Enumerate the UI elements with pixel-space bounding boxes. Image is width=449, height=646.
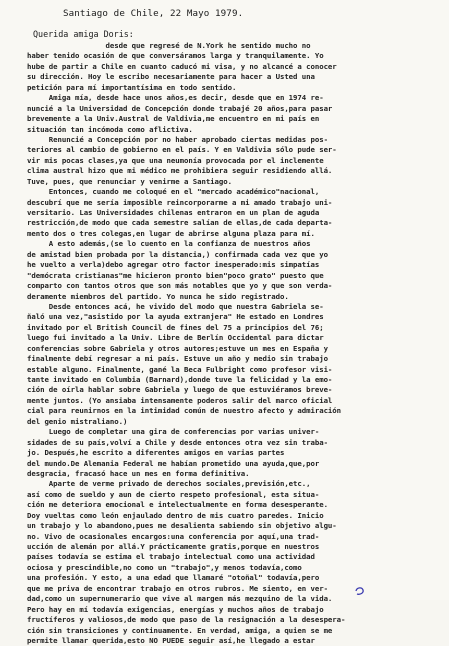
letter-line: situación tan incómoda como aflictiva. bbox=[27, 124, 193, 134]
letter-line: brevemente a la Univ.Austral de Valdivia,me encuentro en mi país en bbox=[27, 114, 320, 124]
letter-line: teriores al cambio de gobierno en el país. Y en Valdivia sólo pude ser- bbox=[27, 145, 337, 155]
letter-line: mento dos o tres colegas,en lugar de abrirse alguna plaza para mí. bbox=[27, 228, 315, 238]
letter-line: haber tenido ocasión de que conversáramos larga y tranquilamente. Yo bbox=[27, 51, 324, 61]
letter-line: hube de partir a Chile en cuanto caducó mi visa, y no alcancé a conocer bbox=[27, 61, 337, 71]
letter-line: una profesión. Y esto, a una edad que llamaré "otoñal" todavía,pero bbox=[27, 573, 320, 583]
letter-line: permite llamar querida,esto NO PUEDE seguir así,he llegado a estar bbox=[27, 635, 315, 645]
letter-line: jo. Después,he escrito a diferentes amigos en varias partes bbox=[27, 448, 285, 458]
letter-line: finalmente debí regresar a mi país. Estuve un año y medio sin trabajo bbox=[27, 354, 328, 364]
letter-line: sidades de su país,volví a Chile y desde entonces otra vez sin traba- bbox=[27, 437, 328, 447]
letter-line: Pero hay en mí todavía exigencias, energías y muchos años de trabajo bbox=[27, 604, 324, 614]
letter-body bbox=[27, 41, 427, 646]
letter-line: desde que regresé de N.York he sentido mucho no bbox=[27, 41, 311, 50]
letter-line: Renuncié a Concepción por no haber aprobado ciertas medidas pos- bbox=[27, 134, 328, 144]
letter-line: ociosa y prescindible,no como un "trabajo",y menos todavía,como bbox=[27, 562, 302, 572]
letter-line: Entonces, cuando me coloqué en el "mercado académico"nacional, bbox=[27, 187, 320, 197]
letter-line: Luego de completar una gira de conferencias por varias univer- bbox=[27, 427, 320, 437]
letter-line: cial para reunirnos en la intimidad común de nuestro afecto y admiración bbox=[27, 406, 342, 416]
letter-line: ción de oírla hablar sobre Gabriela y luego de que estuviéramos breve- bbox=[27, 385, 333, 395]
letter-line: Tuve, pues, que renunciar y venirme a Santiago. bbox=[27, 176, 232, 186]
letter-line: Desde entonces acá, he vivido del modo que nuestra Gabriela se- bbox=[27, 301, 324, 311]
letter-line: "demócrata cristianas"me hicieron pronto bien"poco grato" puesto que bbox=[27, 270, 324, 280]
letter-line: un trabajo y lo abandono,pues me desalienta sabiendo sin objetivo algu- bbox=[27, 521, 337, 531]
letter-line: su dirección. Hoy le escribo necesariamente para hacer a Usted una bbox=[27, 72, 315, 82]
letter-line: desgracia, fracasó hace un mes en forma definitiva. bbox=[27, 468, 250, 478]
letter-place-date: Santiago de Chile, 22 Mayo 1979. bbox=[63, 8, 244, 19]
letter-line: que me priva de encontrar trabajo en otros rubros. Me siento, en ver- bbox=[27, 583, 328, 593]
letter-line: ñaló una vez,"asistido por la ayuda extranjera" He estado en Londres bbox=[27, 312, 324, 322]
handwritten-pen-mark bbox=[354, 586, 366, 596]
letter-salutation: Querida amiga Doris: bbox=[33, 29, 134, 39]
letter-line: he vuelto a verla)debo agregar otro factor inesperado:mis simpatías bbox=[27, 260, 320, 270]
letter-line: clima austral hizo que mi médico me prohibiera seguir residiendo allá. bbox=[27, 166, 333, 176]
letter-line: dad,como un supernumerario que vive al margen más mezquino de la vida. bbox=[27, 594, 333, 604]
letter-line: restricción,de modo que cada semestre salían de ellas,de cada departa- bbox=[27, 218, 333, 228]
letter-line: conferencias sobre Gabriela y otros autores;estuve un mes en España y bbox=[27, 343, 328, 353]
letter-line: de amistad bien probada por la distancia,) confirmada cada vez que yo bbox=[27, 249, 328, 259]
letter-line: A esto además,(se lo cuento en la confianza de nuestros años bbox=[27, 239, 311, 249]
letter-line: comparto con tantos otros que son más notables que yo y que son verda- bbox=[27, 281, 333, 291]
letter-line: vir mis pocas clases,ya que una neumonía provocada por el inclemente bbox=[27, 155, 324, 165]
letter-line: del genio mistraliano.) bbox=[27, 416, 128, 426]
letter-line: luego fui invitado a la Univ. Libre de Berlín Occidental para dictar bbox=[27, 333, 324, 343]
letter-line: fructíferos y valiosos,de modo que paso de la resignación a la desespera- bbox=[27, 615, 346, 625]
letter-line: ción sin transiciones y continuamente. En verdad, amiga, a quien se me bbox=[27, 625, 333, 635]
letter-line: versitario. Las Universidades chilenas entraron en un plan de aguda bbox=[27, 208, 320, 217]
letter-line: Aparte de verme privado de derechos sociales,previsión,etc., bbox=[27, 479, 311, 489]
letter-line: Doy vueltas como león enjaulado dentro de mis cuatro paredes. Inicio bbox=[27, 510, 324, 520]
letter-line: deramente miembros del partido. Yo nunca he sido registrado. bbox=[27, 291, 289, 301]
letter-line: invitado por el British Council de fines del 75 a principios del 76; bbox=[27, 322, 324, 332]
letter-line: nuncié a la Universidad de Concepción donde trabajé 20 años,para pasar bbox=[27, 103, 333, 113]
letter-line: así como de sueldo y aun de cierto respeto profesional, esta situa- bbox=[27, 489, 320, 499]
letter-line: tante invitado en Columbia (Barnard),donde tuve la felicidad y la emo- bbox=[27, 375, 333, 384]
letter-line: mente juntos. (Yo ansiaba intensamente poderos salir del marco oficial bbox=[27, 395, 333, 405]
letter-line: países todavía se estima el trabajo intelectual como una actividad bbox=[27, 552, 315, 562]
letter-line: estable alguno. Finalmente, gané la Beca Fulbright como profesor visi- bbox=[27, 364, 333, 374]
letter-line: no. Vivo de ocasionales encargos:una conferencia por aquí,una trad- bbox=[27, 531, 320, 541]
letter-line: Amiga mía, desde hace unos años,es decir, desde que en 1974 re- bbox=[27, 93, 324, 103]
letter-line: ción me deteriora emocional e intelectualmente en forma desesperante. bbox=[27, 500, 328, 510]
letter-line: descubrí que me sería imposible reincorporarme a mi amado trabajo uni- bbox=[27, 197, 333, 207]
letter-line: petición para mí importantísima en todo sentido. bbox=[27, 82, 237, 92]
letter-line: ucción de alemán por allá.Y prácticamente gratis,porque en nuestros bbox=[27, 542, 320, 551]
letter-line: del mundo.De Alemania Federal me habían prometido una ayuda,que,por bbox=[27, 458, 320, 468]
